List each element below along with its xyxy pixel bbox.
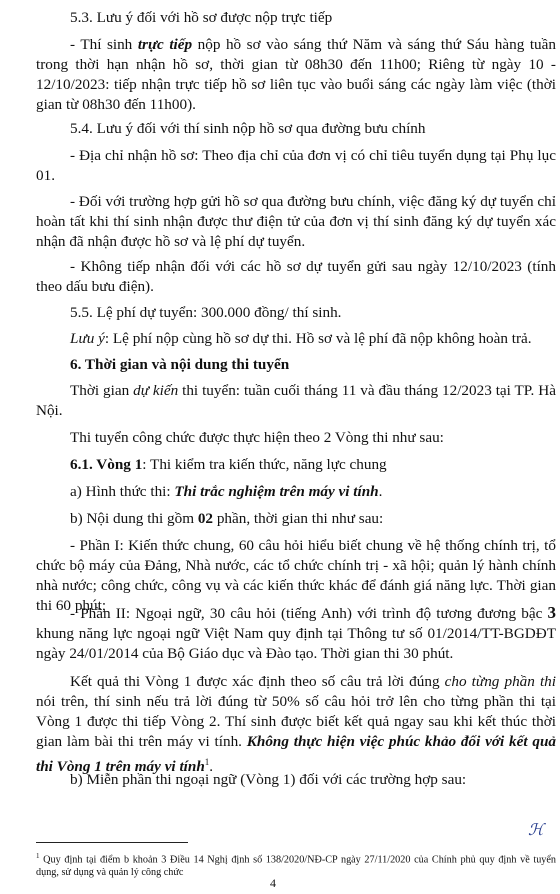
footnote-divider xyxy=(36,842,188,843)
section-5-4-para-1: - Địa chỉ nhận hồ sơ: Theo địa chỉ của đơn vị có chỉ tiêu tuyển dụng tại Phụ lục 01. xyxy=(36,147,556,184)
footnote: $^1$ Quy định tại điểm b khoản 3 Điều 14 Nghị định số 138/2020/NĐ-CP ngày 27/11/2020 của Chính phủ quy định về tuyển dụng, sử dụng và quản lý công chức xyxy=(36,852,556,879)
section-6-1-part-2: - Phần II: Ngoại ngữ, 30 câu hỏi (tiếng Anh) với trình độ tương đương bậc 3 khung năng lực ngoại ngữ Việt Nam quy định tại Thông tư số 01/2014/TT-BGDĐT ngày 24/01/2014 của Bộ Giáo dục và Đào tạo. Thời gian thi 30 phút. xyxy=(36,603,556,662)
section-5-3-para-1: - Thí sinh trực tiếp nộp hồ sơ vào sáng thứ Năm và sáng thứ Sáu hàng tuần trong thời hạn nhận hồ sơ, thời gian từ 08h30 đến 11h00; Riêng từ ngày 10 - 12/10/2023: tiếp nhận trực tiếp hồ sơ liên tục vào buổi sáng các ngày làm việc (thời gian từ 08h30 đến 11h00). xyxy=(36,36,556,113)
section-6-1-heading: 6.1. Vòng 1: Thi kiểm tra kiến thức, năng lực chung xyxy=(70,456,387,473)
section-5-4-para-3: - Không tiếp nhận đối với các hồ sơ dự tuyển gửi sau ngày 12/10/2023 (tính theo dấu bưu điện). xyxy=(36,258,556,295)
section-6-1-part-1: - Phần I: Kiến thức chung, 60 câu hỏi hiểu biết chung về hệ thống chính trị, tổ chức bộ máy của Đảng, Nhà nước, các tổ chức chính trị - xã hội; quản lý hành chính nhà nước; công chức, công vụ và các kiến thức khác để đánh giá năng lực. Thời gian thi 60 phút; xyxy=(36,537,556,614)
emphasis-direct: trực tiếp xyxy=(137,36,193,53)
section-5-5-note: Lưu ý: Lệ phí nộp cùng hồ sơ dự thi. Hồ sơ và lệ phí đã nộp không hoàn trả. xyxy=(70,330,532,347)
section-6-1-exempt: b) Miễn phần thi ngoại ngữ (Vòng 1) đối với các trường hợp sau: xyxy=(70,771,467,788)
section-5-4-heading: 5.4. Lưu ý đối với thí sinh nộp hồ sơ qua đường bưu chính xyxy=(70,120,426,137)
section-5-5-heading: 5.5. Lệ phí dự tuyển: 300.000 đồng/ thí sinh. xyxy=(70,304,342,321)
section-6-time: Thời gian dự kiến thi tuyển: tuần cuối tháng 11 và đầu tháng 12/2023 tại TP. Hà Nội. xyxy=(36,382,556,419)
handwritten-initial: ℋ xyxy=(528,820,544,839)
section-5-3-heading: 5.3. Lưu ý đối với hồ sơ được nộp trực tiếp xyxy=(70,9,333,26)
section-6-1-result: Kết quả thi Vòng 1 được xác định theo số câu trả lời đúng cho từng phần thi nói trên, thí sinh nếu trả lời đúng từ 50% số câu hỏi trở lên cho từng phần thi tại Vòng 1 được thi tiếp Vòng 2. Thí sinh được biết kết quả ngay sau khi kết thúc thời gian làm bài thi trên máy vi tính. Không thực hiện việc phúc khảo đối với kết quả thi Vòng 1 trên máy vi tính$^1$. xyxy=(36,673,556,776)
section-6-heading: 6. Thời gian và nội dung thi tuyển xyxy=(70,356,290,373)
section-6-rounds: Thi tuyển công chức được thực hiện theo 2 Vòng thi như sau: xyxy=(70,429,444,446)
section-6-1-a: a) Hình thức thi: Thi trắc nghiệm trên máy vi tính. xyxy=(70,483,383,500)
footnote-ref[interactable]: 1 xyxy=(204,757,210,767)
section-5-4-para-2: - Đối với trường hợp gửi hồ sơ qua đường bưu chính, việc đăng ký dự tuyển chỉ hoàn tất khi thí sinh nhận được thư điện tử của đơn vị thí sinh đăng ký dự tuyển xác nhận đã nhận được hồ sơ và lệ phí dự tuyển. xyxy=(36,193,556,250)
page-number: 4 xyxy=(270,876,276,890)
section-6-1-b: b) Nội dung thi gồm 02 phần, thời gian thi như sau: xyxy=(70,510,384,527)
